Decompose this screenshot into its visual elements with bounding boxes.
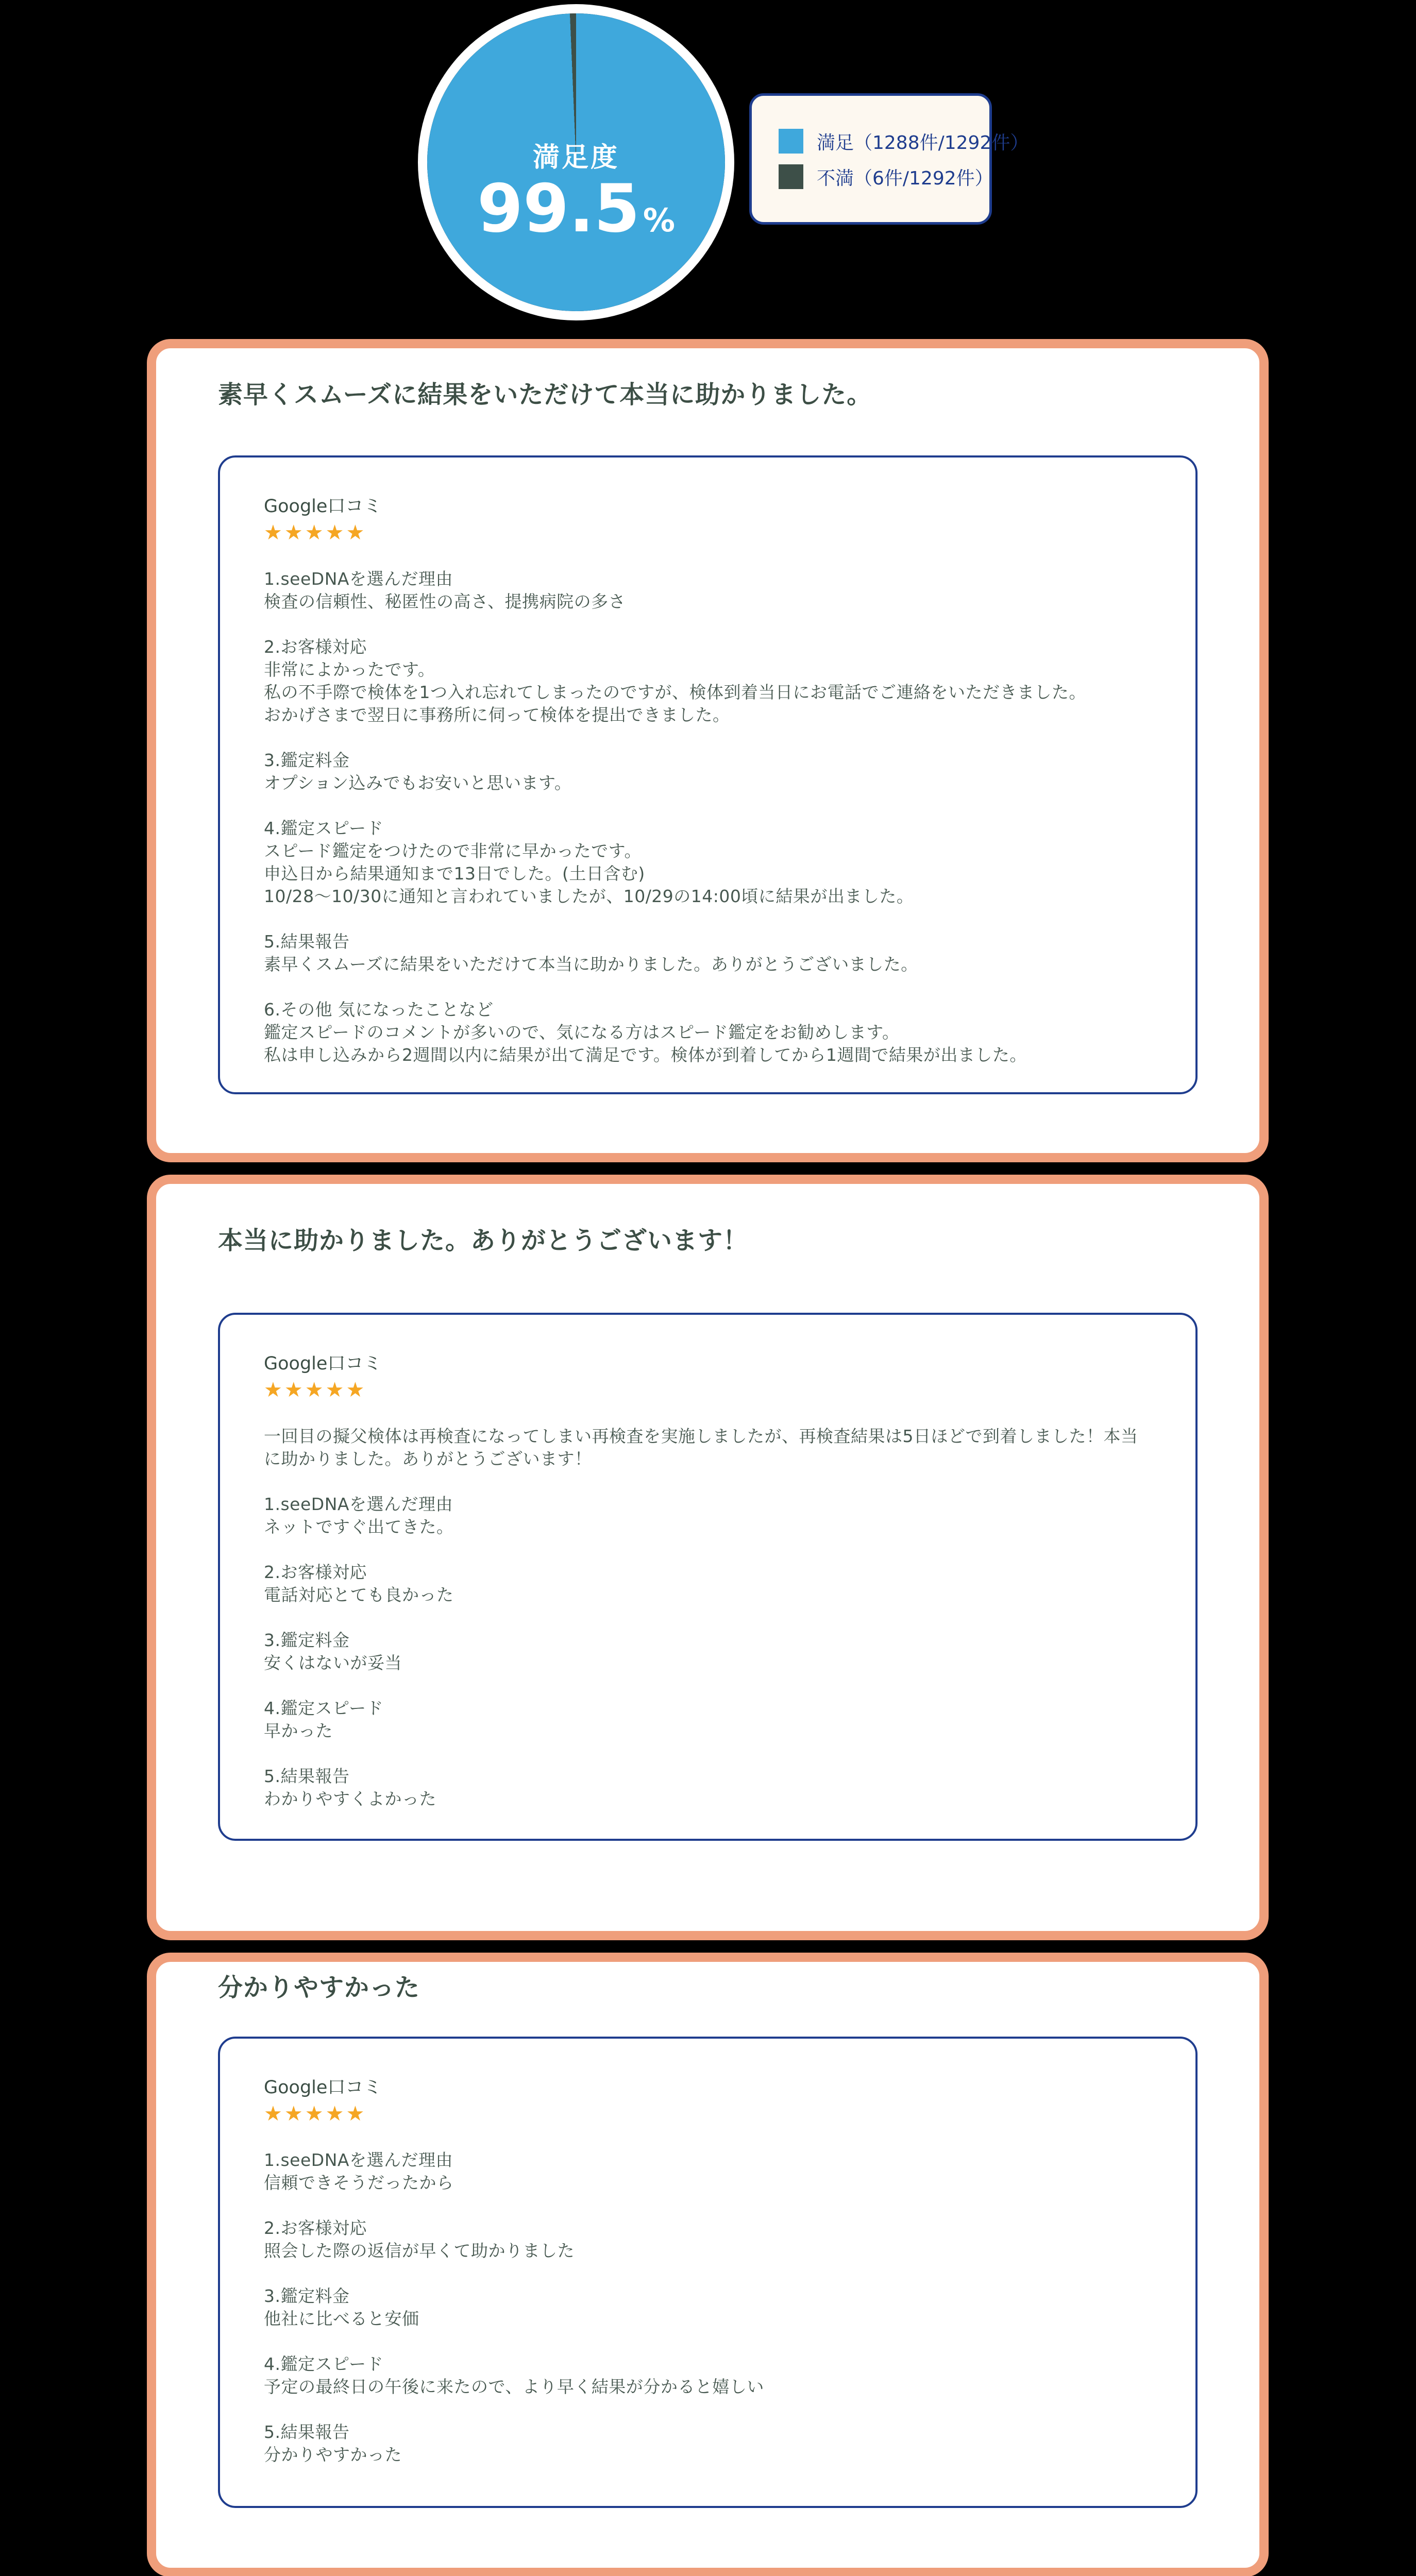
pie-circle <box>427 13 725 311</box>
review-source: Google口コミ <box>264 496 382 517</box>
blank-line <box>264 613 1152 636</box>
pie-value-number: 99.5 <box>477 170 640 247</box>
blank-line <box>264 794 1152 817</box>
blank-line <box>264 1538 1152 1561</box>
chart-legend <box>749 93 1029 225</box>
review-text-line: 信頼できそうだったから <box>264 2173 454 2193</box>
review-text-line: 4.鑑定スピード <box>264 2354 384 2374</box>
review-text-line: 2.お客様対応 <box>264 1562 367 1582</box>
pie-value-unit: % <box>643 201 675 239</box>
review-text-line: 3.鑑定料金 <box>264 1630 350 1650</box>
review-text <box>264 2149 1152 2466</box>
review-card <box>147 339 1269 1162</box>
review-text-line: 照会した際の返信が早くて助かりました <box>264 2241 575 2261</box>
review-text-line: 素早くスムーズに結果をいただけて本当に助かりました。ありがとうございました。 <box>264 954 918 974</box>
legend-label: 満足（1288件/1292件） <box>817 132 1029 154</box>
blank-line <box>264 1470 1152 1493</box>
review-text <box>264 1425 1152 1810</box>
star-rating-icon: ★★★★★ <box>264 521 367 545</box>
review-text-line: 1.seeDNAを選んだ理由 <box>264 569 453 589</box>
review-text-line: 一回目の擬父検体は再検査になってしまい再検査を実施しましたが、再検査結果は5日ほどで到着しました！本当に助かりました。ありがとうございます！ <box>264 1426 1138 1469</box>
review-text-line: 5.結果報告 <box>264 931 350 952</box>
review-text <box>264 568 1152 1066</box>
review-text-line: 1.seeDNAを選んだ理由 <box>264 1494 453 1514</box>
pie-title: 満足度 <box>532 142 619 174</box>
review-text-line: 検査の信頼性、秘匿性の高さ、提携病院の多さ <box>264 591 626 612</box>
legend-label: 不満（6件/1292件） <box>817 167 993 189</box>
review-text-line: 早かった <box>264 1721 333 1741</box>
pie-chart <box>427 13 725 311</box>
blank-line <box>264 2330 1152 2353</box>
review-text-line: 4.鑑定スピード <box>264 818 384 838</box>
review-text-line: ネットですぐ出てきた。 <box>264 1517 454 1537</box>
review-text-line: 4.鑑定スピード <box>264 1698 384 1718</box>
review-text-line: 10/28〜10/30に通知と言われていましたが、10/29の14:00頃に結果が出ました。 <box>264 886 914 906</box>
review-text-line: 私は申し込みから2週間以内に結果が出て満足です。検体が到着してから1週間で結果が出ました。 <box>264 1045 1027 1065</box>
review-body-box <box>218 455 1198 1094</box>
review-source: Google口コミ <box>264 2077 382 2098</box>
pie-center-label <box>477 142 675 247</box>
review-text-line: 5.結果報告 <box>264 2422 350 2442</box>
blank-line <box>264 1674 1152 1697</box>
review-body-box <box>218 1313 1198 1841</box>
review-text-line: 2.お客様対応 <box>264 637 367 657</box>
star-rating-icon: ★★★★★ <box>264 1378 367 1402</box>
review-title: 分かりやすかった <box>218 1973 420 2002</box>
review-title: 本当に助かりました。ありがとうございます！ <box>218 1226 749 1255</box>
blank-line <box>264 2262 1152 2285</box>
blank-line <box>264 2398 1152 2421</box>
star-rating-icon: ★★★★★ <box>264 2102 367 2126</box>
blank-line <box>264 908 1152 930</box>
blank-line <box>264 726 1152 749</box>
blank-line <box>264 1742 1152 1765</box>
review-text-line: おかげさまで翌日に事務所に伺って検体を提出できました。 <box>264 705 730 725</box>
review-text-line: 私の不手際で検体を1つ入れ忘れてしまったのですが、検体到着当日にお電話でご連絡をいただきました。 <box>264 682 1086 702</box>
review-text-line: 6.その他 気になったことなど <box>264 999 494 1020</box>
review-source: Google口コミ <box>264 1353 382 1374</box>
legend-swatch <box>779 164 803 189</box>
review-text-line: 電話対応とても良かった <box>264 1585 454 1605</box>
review-text-line: 他社に比べると安価 <box>264 2309 419 2329</box>
review-text-line: 分かりやすかった <box>264 2445 402 2465</box>
review-body-box <box>218 2037 1198 2508</box>
legend-item <box>779 164 993 190</box>
review-text-line: 非常によかったです。 <box>264 659 435 680</box>
pie-value <box>477 170 675 247</box>
review-text-line: 3.鑑定料金 <box>264 2286 350 2306</box>
review-title: 素早くスムーズに結果をいただけて本当に助かりました。 <box>218 380 872 409</box>
review-text-line: 予定の最終日の午後に来たので、より早く結果が分かると嬉しい <box>264 2377 764 2397</box>
review-text-line: 安くはないが妥当 <box>264 1653 402 1673</box>
review-text-line: 1.seeDNAを選んだ理由 <box>264 2150 453 2170</box>
review-card <box>147 1953 1269 2576</box>
review-card <box>147 1175 1269 1940</box>
review-text-line: スピード鑑定をつけたので非常に早かったです。 <box>264 841 642 861</box>
legend-item <box>779 128 1029 155</box>
review-text-line: 申込日から結果通知まで13日でした。(土日含む) <box>264 863 645 884</box>
review-text-line: オプション込みでもお安いと思います。 <box>264 773 572 793</box>
legend-swatch <box>779 129 803 154</box>
review-text-line: 鑑定スピードのコメントが多いので、気になる方はスピード鑑定をお勧めします。 <box>264 1022 900 1042</box>
blank-line <box>264 2194 1152 2217</box>
review-text-line: 3.鑑定料金 <box>264 750 350 770</box>
review-text-line: 5.結果報告 <box>264 1766 350 1786</box>
blank-line <box>264 976 1152 998</box>
review-text-line: わかりやすくよかった <box>264 1789 436 1809</box>
review-text-line: 2.お客様対応 <box>264 2218 367 2238</box>
blank-line <box>264 1606 1152 1629</box>
